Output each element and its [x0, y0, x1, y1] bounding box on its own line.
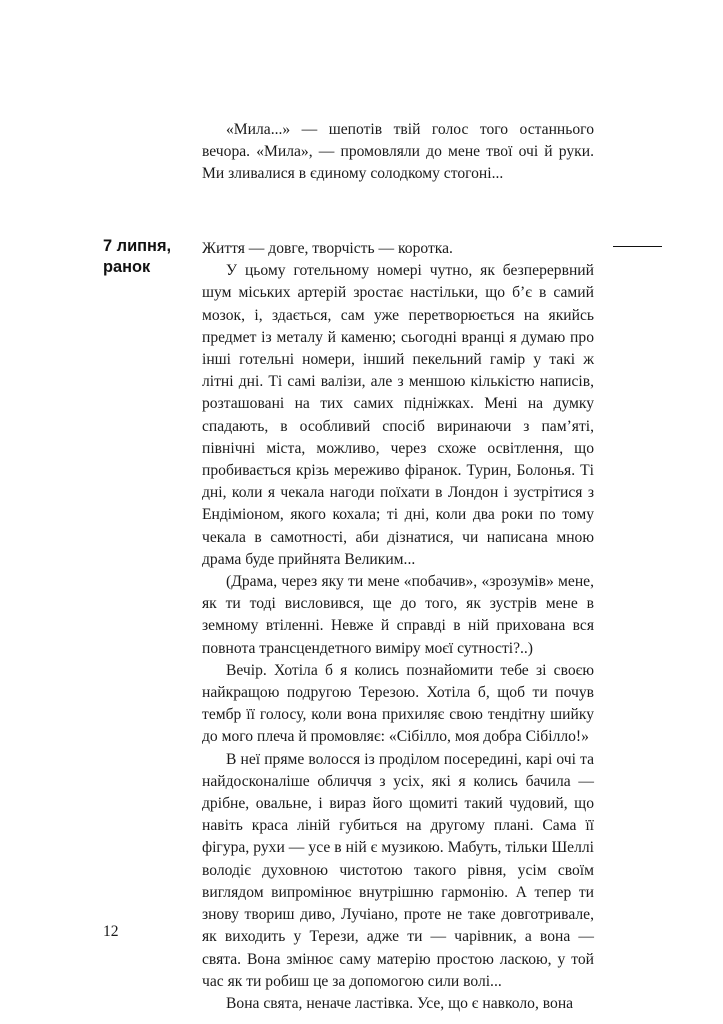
diary-entry-text [202, 238, 594, 1015]
entry-paragraph-5: В неї пряме волосся із проділом посередині, карі очі та найдосконаліше обличчя з усіх, які я колись бачила — дрібне, овальне, і вираз його щомиті такий чудовий, що навіть краса ліній губиться на другому плані. Сама її фігура, рухи — усе в ній є музикою. Мабуть, тільки Шеллі володіє духовною чистотою такого рівня, усім своїм виглядом випромінює внутрішню гармонію. А тепер ти знову твориш диво, Лучіано, проте не таке довготривале, як виходить у Терези, адже ти — чарівник, а вона — свята. Вона змінює саму матерію простою ласкою, у той час як ти робиш це за допомогою сили волі... [202, 750, 594, 990]
entry-paragraph-3: (Драма, через яку ти мене «побачив», «зрозумів» мене, як ти тоді висловився, ще до того, як зустрів мене в земному втіленні. Невже й справді в ній прихована вся повнота трансцендетного виміру моєї сутності?..) [202, 573, 594, 657]
intro-text-block [202, 119, 594, 186]
page-number: 12 [103, 923, 119, 940]
entry-paragraph-4: Вечір. Хотіла б я колись познайомити тебе зі своєю найкращою подругою Терезою. Хотіла б, щоб ти почув тембр її голосу, коли вона прихиляє свою тендітну шийку до мого плеча й промовляє: «Сібілло, моя добра Сібілло!» [202, 661, 594, 746]
date-heading-line-1: 7 липня, [103, 237, 172, 255]
entry-paragraph-1: Життя — довге, творчість — коротка. [202, 240, 453, 257]
section-rule-divider [613, 246, 662, 247]
section-date-heading [103, 236, 198, 278]
entry-paragraph-2: У цьому готельному номері чутно, як безперервний шум міських артерій зростає настільки, що б’є в самий мозок, і, здається, сам уже перетворюється на якийсь предмет із металу й каменю; сьогодні вранці я думаю про інші готельні номери, інший пекельний гамір у такі ж літні дні. Ті самі валізи, але з меншою кількістю написів, розташовані на тих самих підніжках. Мені на думку спадають, в особливий спосіб виринаючи з пам’яті, північні міста, можливо, через схоже освітлення, що пробивається крізь мереживо фіранок. Турин, Болонья. Ті дні, коли я чекала нагоди поїхати в Лондон і зустрітися з Ендіміоном, якого кохала; ті дні, коли два роки по тому чекала в самотності, аби дізнатися, чи написана мною драма буде прийнята Великим... [202, 262, 594, 568]
entry-paragraph-6: Вона свята, неначе ластівка. Усе, що є навколо, вона [226, 994, 574, 1012]
date-heading-line-2: ранок [103, 258, 151, 276]
intro-paragraph: «Мила...» — шепотів твій голос того останнього вечора. «Мила», — промовляли до мене твої очі й руки. Ми зливалися в єдиному солодкому стогоні... [202, 121, 594, 183]
